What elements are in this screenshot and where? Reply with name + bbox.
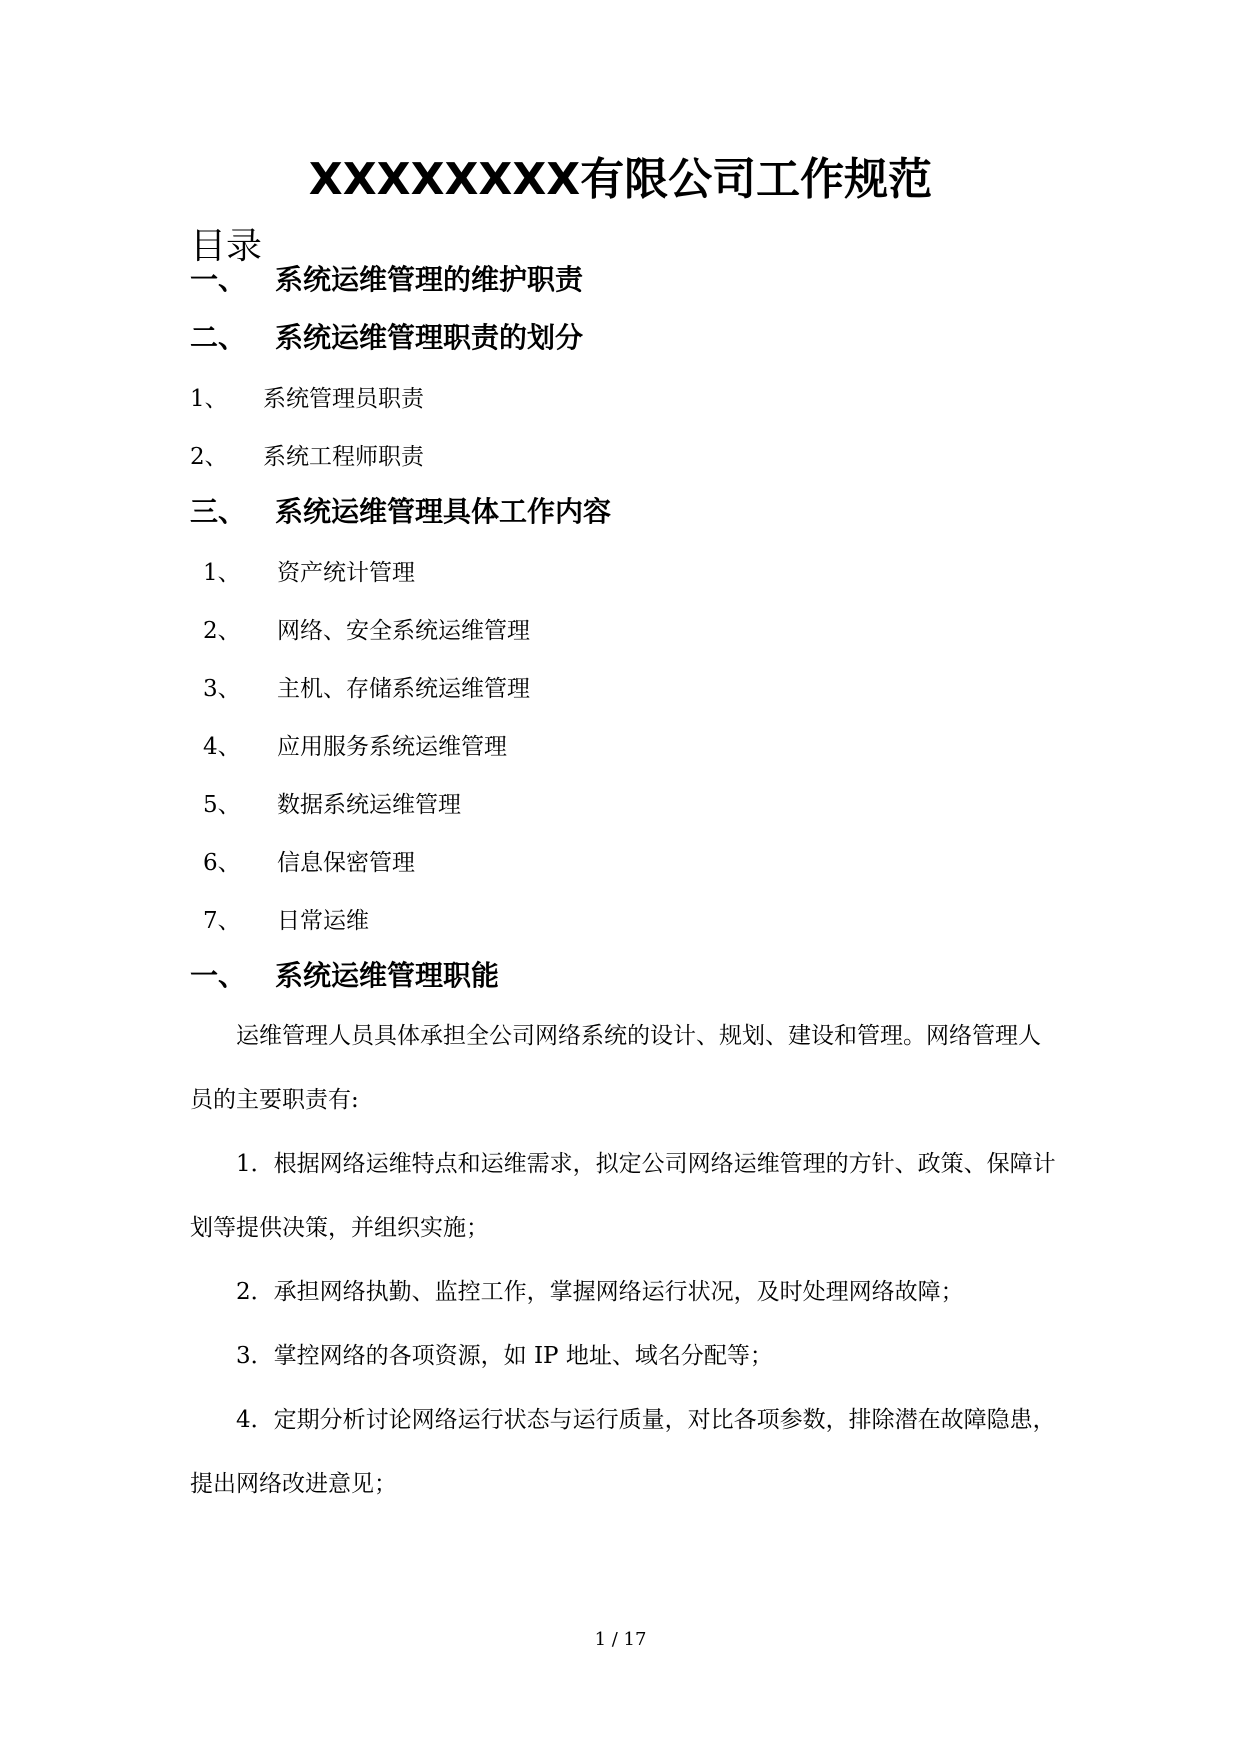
toc-entry-number: 6、 bbox=[203, 850, 241, 876]
document-title: XXXXXXXX有限公司工作规范 bbox=[308, 154, 933, 205]
toc-entry-text: 系统工程师职责 bbox=[263, 444, 424, 470]
toc-entry-number: 1、 bbox=[190, 386, 228, 412]
toc-entry-number: 5、 bbox=[203, 792, 241, 818]
toc-entry-text: 系统管理员职责 bbox=[263, 386, 424, 412]
toc-entry-text: 系统运维管理具体工作内容 bbox=[275, 495, 612, 528]
toc-entry-number: 一、 bbox=[190, 263, 247, 296]
toc-entry-text: 信息保密管理 bbox=[277, 850, 415, 876]
section-number: 一、 bbox=[190, 959, 247, 992]
toc-entry-number: 7、 bbox=[203, 908, 241, 934]
duty-item-4: 4．定期分析讨论网络运行状态与运行质量，对比各项参数，排除潜在故障隐患，提出网络改进意见； bbox=[190, 1407, 1056, 1497]
section-intro-paragraph: 运维管理人员具体承担全公司网络系统的设计、规划、建设和管理。网络管理人员的主要职责有: bbox=[190, 1023, 1041, 1113]
section-title: 系统运维管理职能 bbox=[275, 959, 500, 992]
duty-item-1: 1．根据网络运维特点和运维需求，拟定公司网络运维管理的方针、政策、保障计划等提供决策，并组织实施； bbox=[190, 1151, 1056, 1241]
toc-entry-number: 4、 bbox=[203, 734, 241, 760]
toc-entry-text: 资产统计管理 bbox=[277, 560, 415, 586]
page-number: 1 / 17 bbox=[594, 1629, 647, 1650]
toc-entry-number: 二、 bbox=[190, 321, 247, 354]
toc-heading: 目录 bbox=[190, 226, 263, 267]
toc-entry-number: 2、 bbox=[190, 444, 228, 470]
toc-entry-text: 系统运维管理的维护职责 bbox=[275, 263, 584, 296]
toc-entry-number: 2、 bbox=[203, 618, 241, 644]
toc-entry-text: 主机、存储系统运维管理 bbox=[277, 676, 530, 702]
toc-entry-number: 3、 bbox=[203, 676, 241, 702]
duty-item-3: 3．掌控网络的各项资源，如 IP 地址、域名分配等； bbox=[236, 1343, 773, 1369]
toc-entry-text: 应用服务系统运维管理 bbox=[277, 734, 507, 760]
toc-entry-text: 网络、安全系统运维管理 bbox=[277, 618, 530, 644]
toc-entry-text: 系统运维管理职责的划分 bbox=[275, 321, 584, 354]
toc-entry-text: 数据系统运维管理 bbox=[277, 792, 461, 818]
toc-entry-number: 1、 bbox=[203, 560, 241, 586]
toc-entry-text: 日常运维 bbox=[277, 908, 369, 934]
duty-item-2: 2．承担网络执勤、监控工作，掌握网络运行状况，及时处理网络故障； bbox=[236, 1279, 964, 1305]
toc-entry-number: 三、 bbox=[190, 495, 247, 528]
